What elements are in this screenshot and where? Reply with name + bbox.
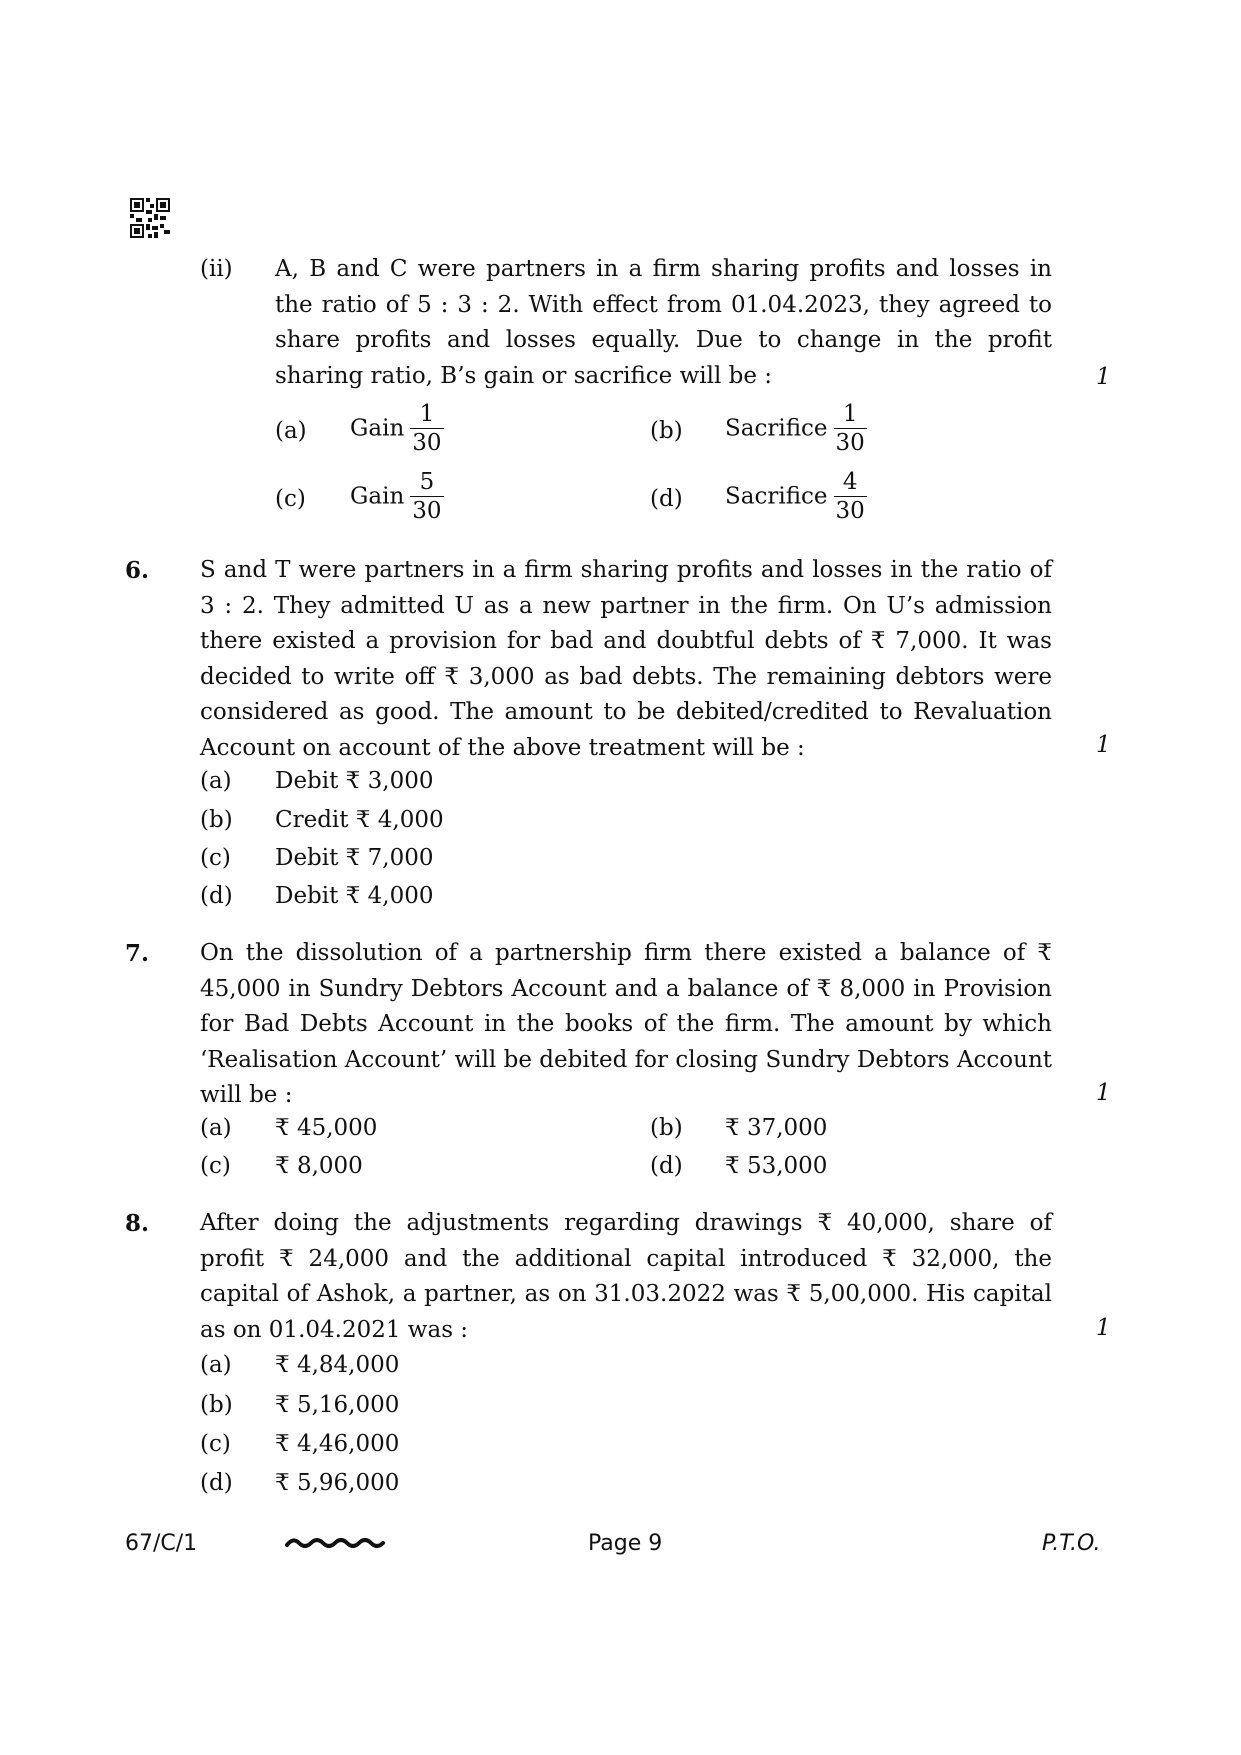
option-label: (b) <box>200 807 233 833</box>
option-label: (a) <box>200 768 232 794</box>
option-label: (c) <box>200 845 231 871</box>
question-text: On the dissolution of a partnership firm there existed a balance of ₹ 45,000 in Sundry Debtors Account and a balance of ₹ 8,000 in Provision for Bad Debts Account in the books of the firm. The amount by which ‘Realisation Account’ will be debited for closing Sundry Debtors Account will be : <box>200 940 1052 1108</box>
question-text: After doing the adjustments regarding drawings ₹ 40,000, share of profit ₹ 24,000 and the additional capital introduced ₹ 32,000, the capital of Ashok, a partner, as on 31.03.2022 was ₹ 5,00,000. His capital as on 01.04.2021 was : <box>200 1210 1052 1343</box>
option-text: ₹ 4,84,000 <box>275 1352 400 1378</box>
option-label: (c) <box>200 1431 231 1457</box>
option-text: ₹ 37,000 <box>725 1115 828 1141</box>
option-label: (c) <box>200 1153 231 1179</box>
option-text: Credit ₹ 4,000 <box>275 807 444 833</box>
option-label: (a) <box>200 1352 232 1378</box>
question-number: 6. <box>125 557 150 584</box>
pto-label: P.T.O. <box>1042 1531 1101 1556</box>
option-text: ₹ 53,000 <box>725 1153 828 1179</box>
option-label: (a) <box>275 418 307 444</box>
option-text: Sacrifice $\frac{1}{30}$ <box>725 401 865 456</box>
option-text: ₹ 45,000 <box>275 1115 378 1141</box>
question-sub-label: (ii) <box>200 256 233 282</box>
option-text: ₹ 4,46,000 <box>275 1431 400 1457</box>
option-text: Sacrifice $\frac{4}{30}$ <box>725 469 865 524</box>
option-text: Debit ₹ 4,000 <box>275 883 434 909</box>
question-number: 8. <box>125 1210 150 1237</box>
question-number: 7. <box>125 940 150 967</box>
option-text: ₹ 8,000 <box>275 1153 363 1179</box>
paper-code: 67/C/1 <box>125 1531 198 1556</box>
option-label: (c) <box>275 486 306 512</box>
option-label: (d) <box>200 883 233 909</box>
marks: 1 <box>1096 1315 1111 1341</box>
option-text: Gain $\frac{5}{30}$ <box>350 469 442 524</box>
marks: 1 <box>1096 732 1111 758</box>
question-text: S and T were partners in a firm sharing profits and losses in the ratio of 3 : 2. They admitted U as a new partner in the firm. On U’s admission there existed a provision for bad and doubtful debts of ₹ 7,000. It was decided to write off ₹ 3,000 as bad debts. The remaining debtors were considered as good. The amount to be debited/credited to Revaluation Account on account of the above treatment will be : <box>200 557 1052 761</box>
option-label: (d) <box>650 486 683 512</box>
marks: 1 <box>1096 364 1111 390</box>
option-label: (d) <box>650 1153 683 1179</box>
option-label: (b) <box>650 418 683 444</box>
question-text: A, B and C were partners in a firm sharing profits and losses in the ratio of 5 : 3 : 2. With effect from 01.04.2023, they agreed to share profits and losses equally. Due to change in the profit sharing ratio, B’s gain or sacrifice will be : <box>275 256 1052 389</box>
option-text: ₹ 5,16,000 <box>275 1392 400 1418</box>
qr-code-icon <box>130 198 170 238</box>
option-label: (d) <box>200 1470 233 1496</box>
option-label: (b) <box>650 1115 683 1141</box>
page-number: Page 9 <box>588 1531 663 1556</box>
option-text: Debit ₹ 7,000 <box>275 845 434 871</box>
option-label: (b) <box>200 1392 233 1418</box>
option-text: Gain $\frac{1}{30}$ <box>350 401 442 456</box>
option-label: (a) <box>200 1115 232 1141</box>
option-text: ₹ 5,96,000 <box>275 1470 400 1496</box>
wave-divider-icon <box>285 1533 385 1553</box>
option-text: Debit ₹ 3,000 <box>275 768 434 794</box>
marks: 1 <box>1096 1080 1111 1106</box>
